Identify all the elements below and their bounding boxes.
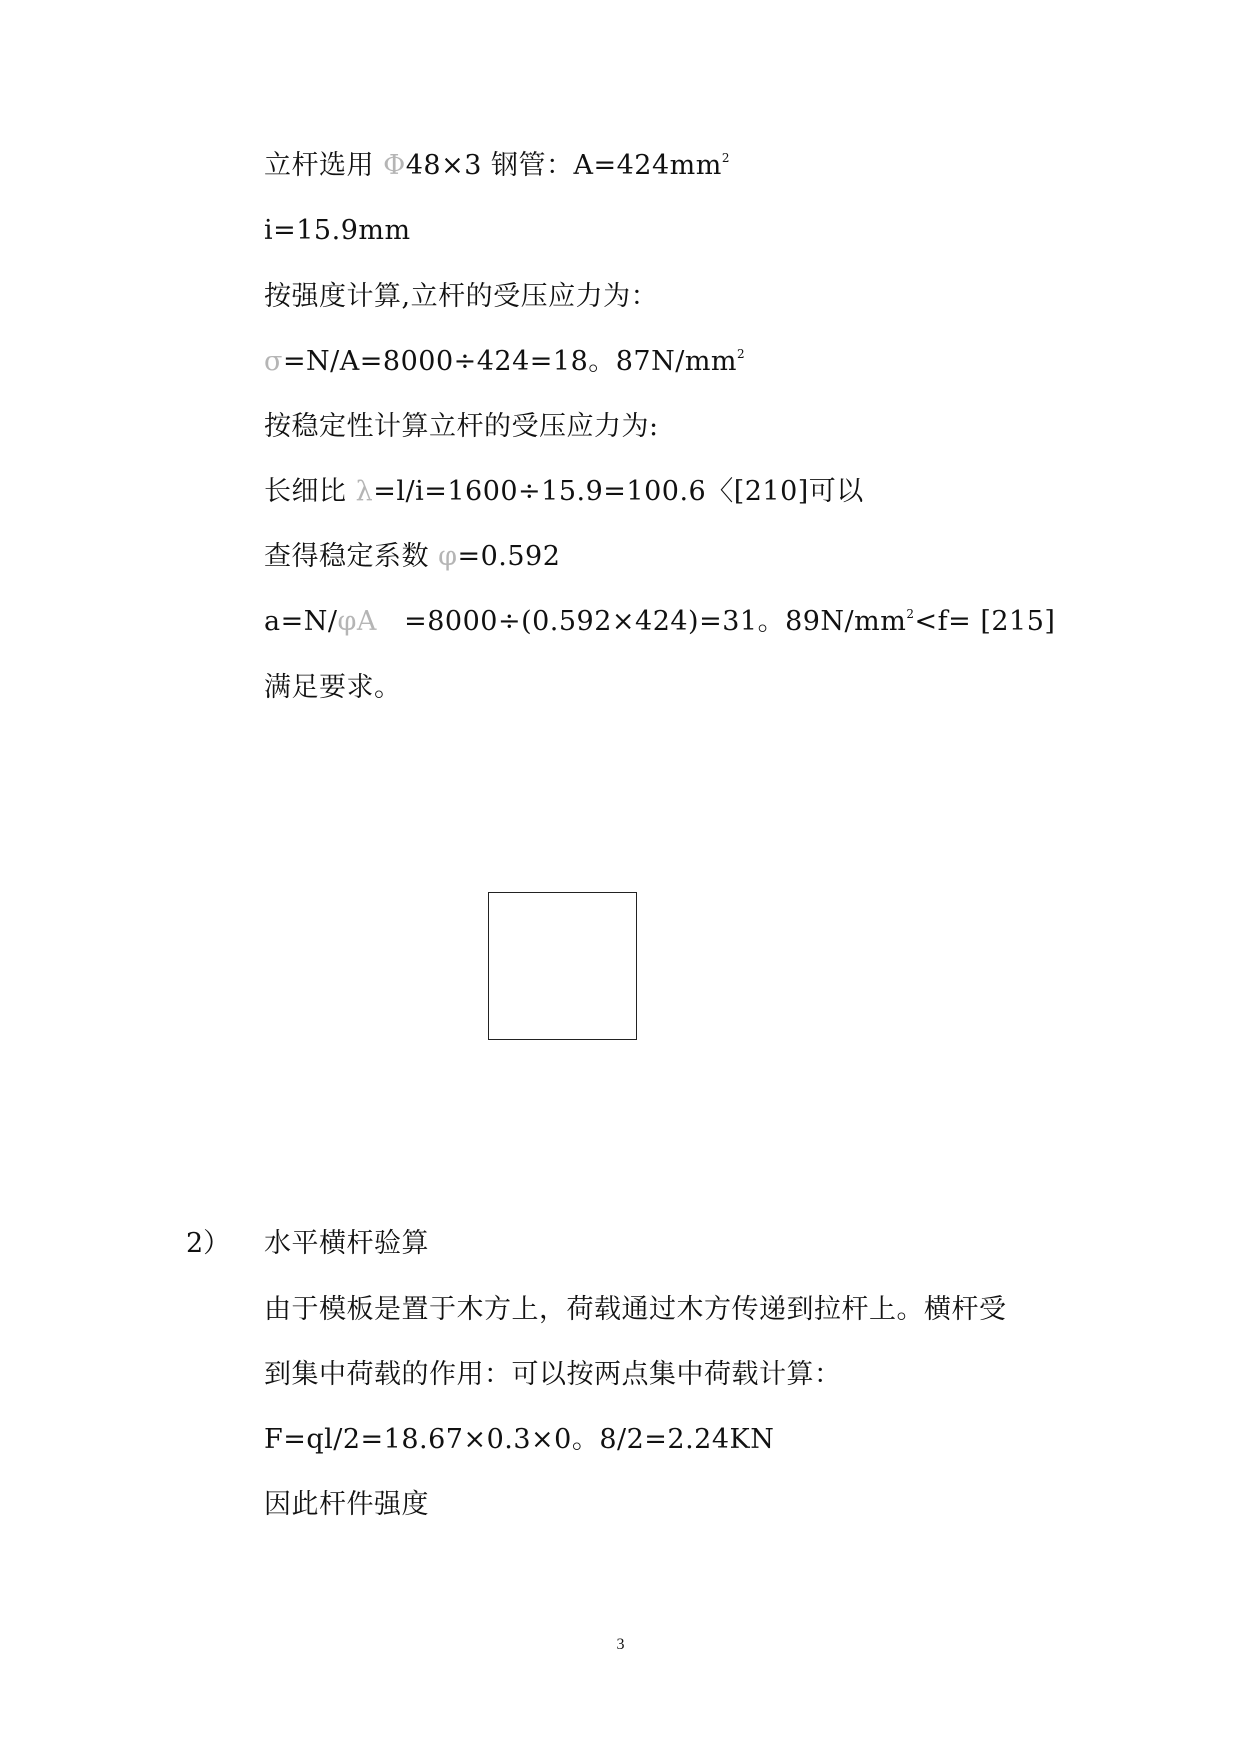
line-requirement-met: 满足要求。 <box>264 672 402 703</box>
phi-symbol: Φ <box>383 150 406 181</box>
phi-a-symbol: φA <box>337 606 377 637</box>
paragraph-line-1: 由于模板是置于木方上，荷载通过木方传递到拉杆上。横杆受 <box>264 1294 1007 1325</box>
line-radius: i=15.9mm <box>264 215 411 246</box>
phi-symbol: φ <box>438 541 458 572</box>
line-stability-coefficient: 查得稳定系数 φ=0.592 <box>264 541 561 572</box>
paragraph-line-2: 到集中荷载的作用：可以按两点集中荷载计算： <box>264 1359 842 1390</box>
line-steel-pipe: 立杆选用 Φ48×3 钢管：$A=424mm^2$ <box>264 150 730 181</box>
page-number: 3 <box>616 1636 625 1653</box>
line-stress-formula: σ=N/A=8000÷424=18。$87N/mm^2$ <box>264 346 746 377</box>
force-formula: F=ql/2=18.67×0.3×0。8/2=2.24KN <box>264 1424 775 1455</box>
line-strength-heading: 按强度计算,立杆的受压应力为： <box>264 281 659 312</box>
empty-figure-box <box>488 892 637 1040</box>
section-number: 2） <box>186 1228 231 1259</box>
lambda-symbol: λ <box>355 476 374 507</box>
line-stability-heading: 按稳定性计算立杆的受压应力为: <box>264 411 659 442</box>
line-slenderness: 长细比 λ=l/i=1600÷15.9=100.6〈[210]可以 <box>264 476 864 507</box>
section-title: 水平横杆验算 <box>264 1228 429 1259</box>
line-stability-stress: a=N/φA =8000÷(0.592×424)=31。$89N/mm^2<f= [215]$ <box>264 606 1056 637</box>
sigma-symbol: σ <box>264 346 283 377</box>
paragraph-line-4: 因此杆件强度 <box>264 1489 429 1520</box>
